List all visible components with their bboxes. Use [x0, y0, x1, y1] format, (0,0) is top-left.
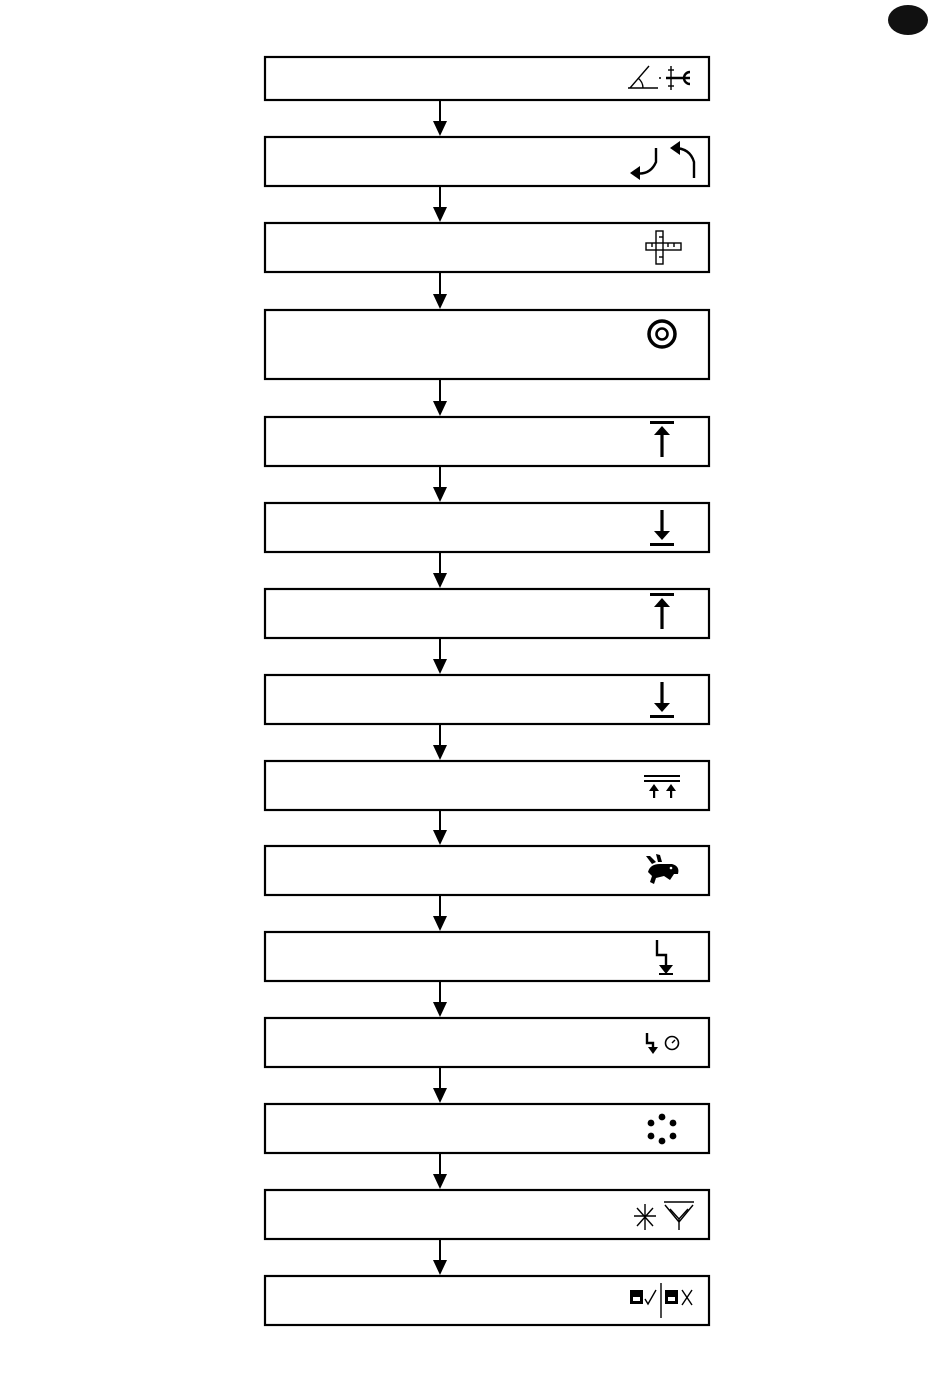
- connector-arrow-5: [433, 467, 447, 502]
- connector-arrow-11: [433, 982, 447, 1017]
- connector-arrow-3: [433, 273, 447, 309]
- connector-arrow-10: [433, 896, 447, 931]
- step-box-6: [265, 503, 709, 552]
- step-box-8: [265, 675, 709, 724]
- step-box-2: [265, 137, 709, 186]
- connector-arrow-8: [433, 725, 447, 760]
- connector-arrow-1: [433, 101, 447, 136]
- connector-arrow-2: [433, 187, 447, 222]
- connector-arrow-9: [433, 811, 447, 845]
- connector-arrow-12: [433, 1068, 447, 1103]
- connector-arrow-7: [433, 639, 447, 674]
- step-box-5: [265, 417, 709, 466]
- step-box-4: [265, 310, 709, 379]
- step-box-1: [265, 57, 709, 100]
- connector-arrow-6: [433, 553, 447, 588]
- step-box-3: [265, 223, 709, 272]
- step-box-9: [265, 761, 709, 810]
- step-box-10: [265, 846, 709, 895]
- connector-arrow-4: [433, 380, 447, 416]
- step-box-7: [265, 589, 709, 638]
- connector-arrow-13: [433, 1154, 447, 1189]
- step-box-11: [265, 932, 709, 981]
- step-box-12: [265, 1018, 709, 1067]
- connector-arrow-14: [433, 1240, 447, 1275]
- step-box-13: [265, 1104, 709, 1153]
